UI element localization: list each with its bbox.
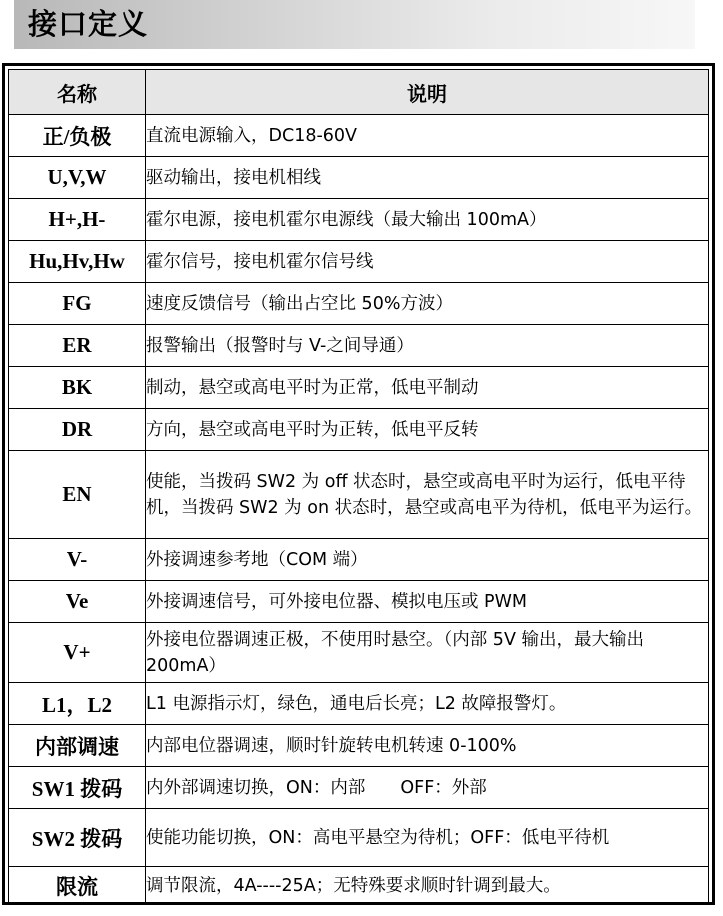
row-name: 正/负极 (9, 115, 146, 157)
row-description: 调节限流，4A----25A；无特殊要求顺时针调到最大。 (146, 867, 709, 905)
row-name: H+,H- (9, 199, 146, 241)
table-row (9, 725, 709, 767)
interface-table-frame (2, 63, 715, 905)
table-row (9, 199, 709, 241)
row-description: 外接调速参考地（COM 端） (146, 539, 709, 581)
row-name: SW2 拨码 (9, 809, 146, 867)
header-name: 名称 (9, 70, 146, 115)
row-description: 外接调速信号，可外接电位器、模拟电压或 PWM (146, 581, 709, 623)
row-name: 限流 (9, 867, 146, 905)
table-row (9, 581, 709, 623)
table-row (9, 283, 709, 325)
table-row (9, 767, 709, 809)
row-description: 霍尔信号，接电机霍尔信号线 (146, 241, 709, 283)
row-description: 制动，悬空或高电平时为正常，低电平制动 (146, 367, 709, 409)
row-description: 直流电源输入，DC18-60V (146, 115, 709, 157)
row-description: 使能功能切换，ON：高电平悬空为待机；OFF：低电平待机 (146, 809, 709, 867)
row-name: L1，L2 (9, 683, 146, 725)
row-description: 方向，悬空或高电平时为正转，低电平反转 (146, 409, 709, 451)
section-title: 接口定义 (28, 7, 149, 41)
row-description: 外接电位器调速正极，不使用时悬空。（内部 5V 输出，最大输出 200mA） (146, 623, 709, 683)
row-name: EN (9, 451, 146, 539)
row-description: 驱动输出，接电机相线 (146, 157, 709, 199)
table-row (9, 683, 709, 725)
row-description: 速度反馈信号（输出占空比 50%方波） (146, 283, 709, 325)
row-name: BK (9, 367, 146, 409)
header-description: 说明 (146, 70, 709, 115)
table-row (9, 409, 709, 451)
row-description: 内部电位器调速，顺时针旋转电机转速 0-100% (146, 725, 709, 767)
table-row (9, 867, 709, 905)
table-row (9, 451, 709, 539)
table-row (9, 157, 709, 199)
row-name: ER (9, 325, 146, 367)
table-row (9, 115, 709, 157)
row-name: DR (9, 409, 146, 451)
row-name: U,V,W (9, 157, 146, 199)
row-description: 霍尔电源，接电机霍尔电源线（最大输出 100mA） (146, 199, 709, 241)
row-name: V+ (9, 623, 146, 683)
table-row (9, 539, 709, 581)
row-description: 报警输出（报警时与 V-之间导通） (146, 325, 709, 367)
row-description: 内外部调速切换，ON：内部 OFF：外部 (146, 767, 709, 809)
table-row (9, 809, 709, 867)
row-name: Ve (9, 581, 146, 623)
row-name: FG (9, 283, 146, 325)
interface-definition-table (8, 69, 709, 905)
table-row (9, 623, 709, 683)
row-name: SW1 拨码 (9, 767, 146, 809)
row-name: V- (9, 539, 146, 581)
table-row (9, 325, 709, 367)
row-name: 内部调速 (9, 725, 146, 767)
row-description: L1 电源指示灯，绿色，通电后长亮；L2 故障报警灯。 (146, 683, 709, 725)
row-name: Hu,Hv,Hw (9, 241, 146, 283)
row-description: 使能，当拨码 SW2 为 off 状态时，悬空或高电平时为运行，低电平待机，当拨码 SW2 为 on 状态时，悬空或高电平为待机，低电平为运行。 (146, 451, 709, 539)
table-header-row (9, 70, 709, 115)
table-row (9, 367, 709, 409)
table-row (9, 241, 709, 283)
section-title-bar (14, 0, 695, 49)
